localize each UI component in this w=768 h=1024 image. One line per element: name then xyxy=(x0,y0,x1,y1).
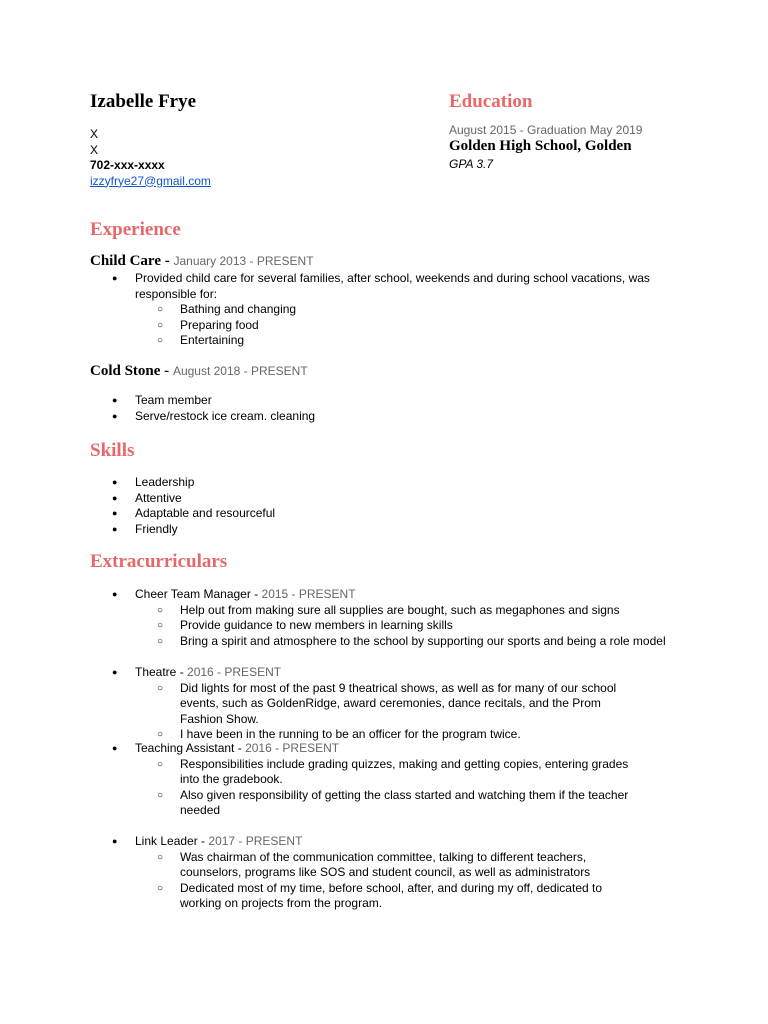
extracurricular-teaching-assistant xyxy=(90,741,630,819)
job-child-care xyxy=(90,253,670,349)
gpa: GPA 3.7 xyxy=(449,157,494,171)
list-item: ● Leadership xyxy=(90,475,670,491)
skills-heading: Skills xyxy=(90,440,135,461)
contact-line-2: X xyxy=(90,142,99,157)
sub-list-item: ○ Bathing and changing xyxy=(135,302,670,318)
extracurricular-cheer xyxy=(90,587,670,649)
skills-list xyxy=(90,475,670,537)
list-item: ● Serve/restock ice cream. cleaning xyxy=(90,409,670,425)
applicant-name: Izabelle Frye xyxy=(90,91,197,112)
job-dates: August 2018 - PRESENT xyxy=(172,364,308,378)
education-heading: Education xyxy=(449,91,533,112)
list-item xyxy=(90,741,630,819)
sub-list-item: ○ Help out from making sure all supplies are bought, such as megaphones and signs xyxy=(135,603,670,619)
sub-list-item: ○ Dedicated most of my time, before school, after, and during my off, dedicated to working on projects from the program. xyxy=(135,881,630,912)
sub-list-item: ○ Provide guidance to new members in learning skills xyxy=(135,618,670,634)
education-dates: August 2015 - Graduation May 2019 xyxy=(449,123,643,137)
sub-list-item: ○ Was chairman of the communication committee, talking to different teachers, counselors, programs like SOS and student council, as well as administrators xyxy=(135,850,630,881)
extracurricular-theatre xyxy=(90,665,630,743)
activity-dates: 2016 - PRESENT xyxy=(187,665,282,679)
sub-list-item: ○ Responsibilities include grading quizzes, making and getting copies, entering grades into the gradebook. xyxy=(135,757,630,788)
list-item xyxy=(90,587,670,649)
experience-heading: Experience xyxy=(90,219,181,240)
sub-list-item: ○ Did lights for most of the past 9 theatrical shows, as well as for many of our school events, such as GoldenRidge, award ceremonies, dance recitals, and the Prom Fashion Show. xyxy=(135,681,630,728)
list-item xyxy=(90,834,630,912)
sub-list-item: ○ Entertaining xyxy=(135,333,670,349)
school-name: Golden High School, Golden xyxy=(449,138,632,154)
contact-block xyxy=(90,127,211,189)
activity-dates: 2015 - PRESENT xyxy=(261,587,356,601)
contact-line-1: X xyxy=(90,127,99,141)
sub-list-item: ○ Bring a spirit and atmosphere to the school by supporting our sports and being a role model xyxy=(135,634,670,650)
job-title: Cold Stone - xyxy=(90,363,170,379)
activity-title: Theatre - xyxy=(135,665,188,679)
list-item: ● Adaptable and resourceful xyxy=(90,506,670,522)
activity-title: Cheer Team Manager - xyxy=(135,587,262,601)
job-title: Child Care - xyxy=(90,253,170,269)
extracurriculars-heading: Extracurriculars xyxy=(90,551,228,572)
list-item: ● Team member xyxy=(90,393,670,409)
activity-dates: 2016 - PRESENT xyxy=(245,741,340,755)
job-cold-stone xyxy=(90,363,670,424)
activity-title: Link Leader - xyxy=(135,834,209,848)
list-item xyxy=(90,665,630,743)
education-section xyxy=(449,91,642,171)
list-item: ● Friendly xyxy=(90,522,670,538)
list-item: ● Attentive xyxy=(90,491,670,507)
bullet-text: Provided child care for several families, after school, weekends and during school vacations, was responsible for: xyxy=(135,271,650,301)
phone-number: 702-xxx-xxxx xyxy=(90,158,165,172)
activity-title: Teaching Assistant - xyxy=(135,741,246,755)
sub-list-item: ○ Preparing food xyxy=(135,318,670,334)
sub-list-item: ○ Also given responsibility of getting the class started and watching them if the teacher needed xyxy=(135,788,630,819)
email-link[interactable]: izzyfrye27@gmail.com xyxy=(90,173,211,188)
job-dates: January 2013 - PRESENT xyxy=(173,254,314,268)
sub-list-item: ○ I have been in the running to be an officer for the program twice. xyxy=(135,727,630,743)
list-item xyxy=(90,271,670,349)
activity-dates: 2017 - PRESENT xyxy=(208,834,303,848)
extracurricular-link-leader xyxy=(90,834,630,912)
